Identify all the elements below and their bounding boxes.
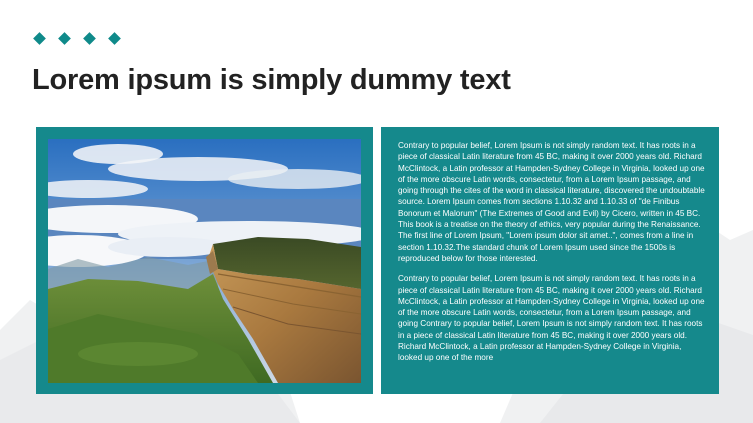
text-paragraph: Contrary to popular belief, Lorem Ipsum is not simply random text. It has roots in a piece of classical Latin literature from 45 BC, making it over 2000 years old. Richard McClintock, a Latin professor at Hampden-Sydney College in Virginia, looked up one of the more obscure Latin words, consectetur, from a Lorem Ipsum passage, and going through the cites of the word in classical literature, discovered the undoubtable source. Lorem Ipsum comes from sections 1.10.32 and 1.10.33 of "de Finibus Bonorum et Malorum" (The Extremes of Good and Evil) by Cicero, written in 45 BC. This book is a treatise on the theory of ethics, very popular during the Renaissance. The first line of Lorem Ipsum, "Lorem ipsum dolor sit amet..", comes from a line in section 1.10.32.The standard chunk of Lorem Ipsum used since the 1500s is reproduced below for those interested. bbox=[398, 141, 705, 263]
text-panel bbox=[381, 127, 719, 394]
diamond-icon bbox=[33, 32, 46, 45]
decorative-diamonds bbox=[33, 32, 121, 45]
diamond-icon bbox=[58, 32, 71, 45]
image-frame bbox=[36, 127, 373, 394]
diamond-icon bbox=[83, 32, 96, 45]
landscape-photo bbox=[48, 139, 361, 383]
text-paragraph: Contrary to popular belief, Lorem Ipsum is not simply random text. It has roots in a piece of classical Latin literature from 45 BC, making it over 2000 years old. Richard McClintock, a Latin professor at Hampden-Sydney College in Virginia, looked up one of the more obscure Latin words, consectetur, from a Lorem Ipsum passage, and going Contrary to popular belief, Lorem Ipsum is not simply random text. It has roots in a piece of classical Latin literature from 45 BC, making it over 2000 years old. Richard McClintock, a Latin professor at Hampden-Sydney College in Virginia, looked up one of the more bbox=[398, 274, 705, 363]
slide-title: Lorem ipsum is simply dummy text bbox=[32, 64, 511, 96]
diamond-icon bbox=[108, 32, 121, 45]
